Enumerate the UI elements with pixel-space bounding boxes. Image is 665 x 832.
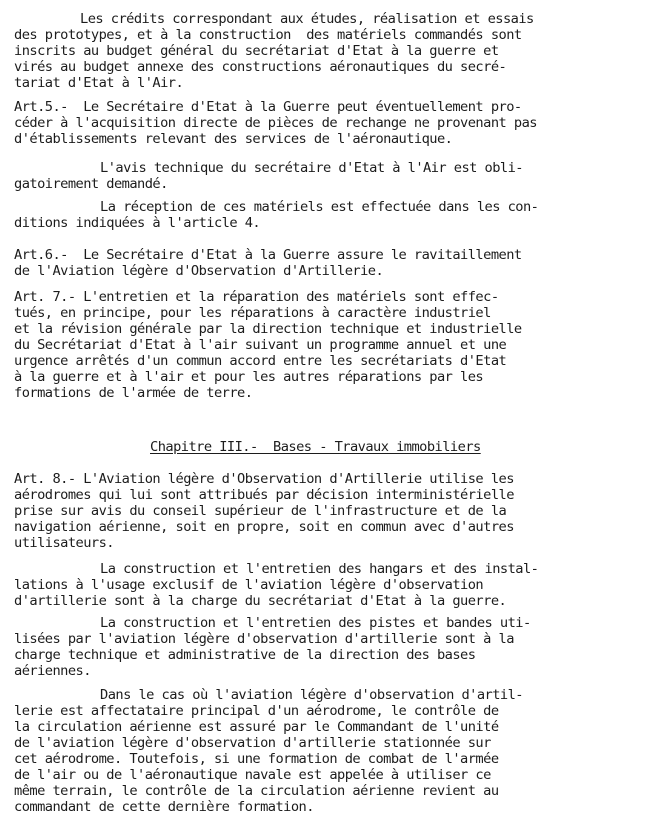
text-line: même terrain, le contrôle de la circulation aérienne revient au — [14, 783, 499, 799]
text-line: La construction et l'entretien des pistes et bandes uti- — [100, 615, 531, 631]
text-line: du Secrétariat d'Etat à l'air suivant un programme annuel et une — [14, 337, 507, 353]
text-line: virés au budget annexe des constructions aéronautiques du secré- — [14, 59, 507, 75]
text-line: et la révision générale par la direction technique et industrielle — [14, 321, 522, 337]
text-line: Art.5.- Le Secrétaire d'Etat à la Guerre peut éventuellement pro- — [14, 99, 522, 115]
text-line: gatoirement demandé. — [14, 176, 168, 192]
text-line: Dans le cas où l'aviation légère d'observation d'artil- — [100, 687, 523, 703]
text-line: urgence arrêtés d'un commun accord entre les secrétariats d'Etat — [14, 353, 507, 369]
text-line: tariat d'Etat à l'Air. — [14, 75, 184, 91]
text-line: de l'aviation légère d'observation d'artillerie stationnée sur — [14, 735, 491, 751]
text-line: des prototypes, et à la construction des matériels commandés sont — [14, 27, 522, 43]
text-line: utilisateurs. — [14, 535, 114, 551]
text-line: formations de l'armée de terre. — [14, 385, 253, 401]
text-line: Art.6.- Le Secrétaire d'Etat à la Guerre assure le ravitaillement — [14, 247, 522, 263]
text-line: de l'air ou de l'aéronautique navale est appelée à utiliser ce — [14, 767, 491, 783]
text-line: prise sur avis du conseil supérieur de l'infrastructure et de la — [14, 503, 507, 519]
text-line: la circulation aérienne est assuré par le Commandant de l'unité — [14, 719, 499, 735]
text-line: cet aérodrome. Toutefois, si une formation de combat de l'armée — [14, 751, 499, 767]
text-line: de l'Aviation légère d'Observation d'Artillerie. — [14, 263, 384, 279]
text-line: Les crédits correspondant aux études, réalisation et essais — [80, 11, 534, 27]
text-line: à la guerre et à l'air et pour les autres réparations par les — [14, 369, 484, 385]
text-line: inscrits au budget général du secrétariat d'Etat à la guerre et — [14, 43, 499, 59]
text-line: aérodromes qui lui sont attribués par décision interministérielle — [14, 487, 514, 503]
text-line: L'avis technique du secrétaire d'Etat à l'Air est obli- — [100, 160, 523, 176]
text-line: aériennes. — [14, 663, 91, 679]
text-line: d'établissements relevant des services de l'aéronautique. — [14, 131, 453, 147]
text-line: La construction et l'entretien des hangars et des instal- — [100, 561, 539, 577]
text-line: charge technique et administrative de la direction des bases — [14, 647, 476, 663]
text-line: lations à l'usage exclusif de l'aviation légère d'observation — [14, 577, 484, 593]
text-line: lerie est affectataire principal d'un aérodrome, le contrôle de — [14, 703, 499, 719]
text-line: céder à l'acquisition directe de pièces de rechange ne provenant pas — [14, 115, 537, 131]
text-line: ditions indiquées à l'article 4. — [14, 215, 261, 231]
text-line: Art. 8.- L'Aviation légère d'Observation d'Artillerie utilise les — [14, 471, 514, 487]
chapter-heading: Chapitre III.- Bases - Travaux immobiliers — [150, 439, 481, 455]
text-line: d'artillerie sont à la charge du secrétariat d'Etat à la guerre. — [14, 593, 507, 609]
text-line: navigation aérienne, soit en propre, soit en commun avec d'autres — [14, 519, 514, 535]
text-line: commandant de cette dernière formation. — [14, 799, 314, 815]
text-line: lisées par l'aviation légère d'observation d'artillerie sont à la — [14, 631, 514, 647]
text-line: Art. 7.- L'entretien et la réparation des matériels sont effec- — [14, 289, 499, 305]
text-line: tués, en principe, pour les réparations à caractère industriel — [14, 305, 491, 321]
text-line: La réception de ces matériels est effectuée dans les con- — [100, 199, 539, 215]
